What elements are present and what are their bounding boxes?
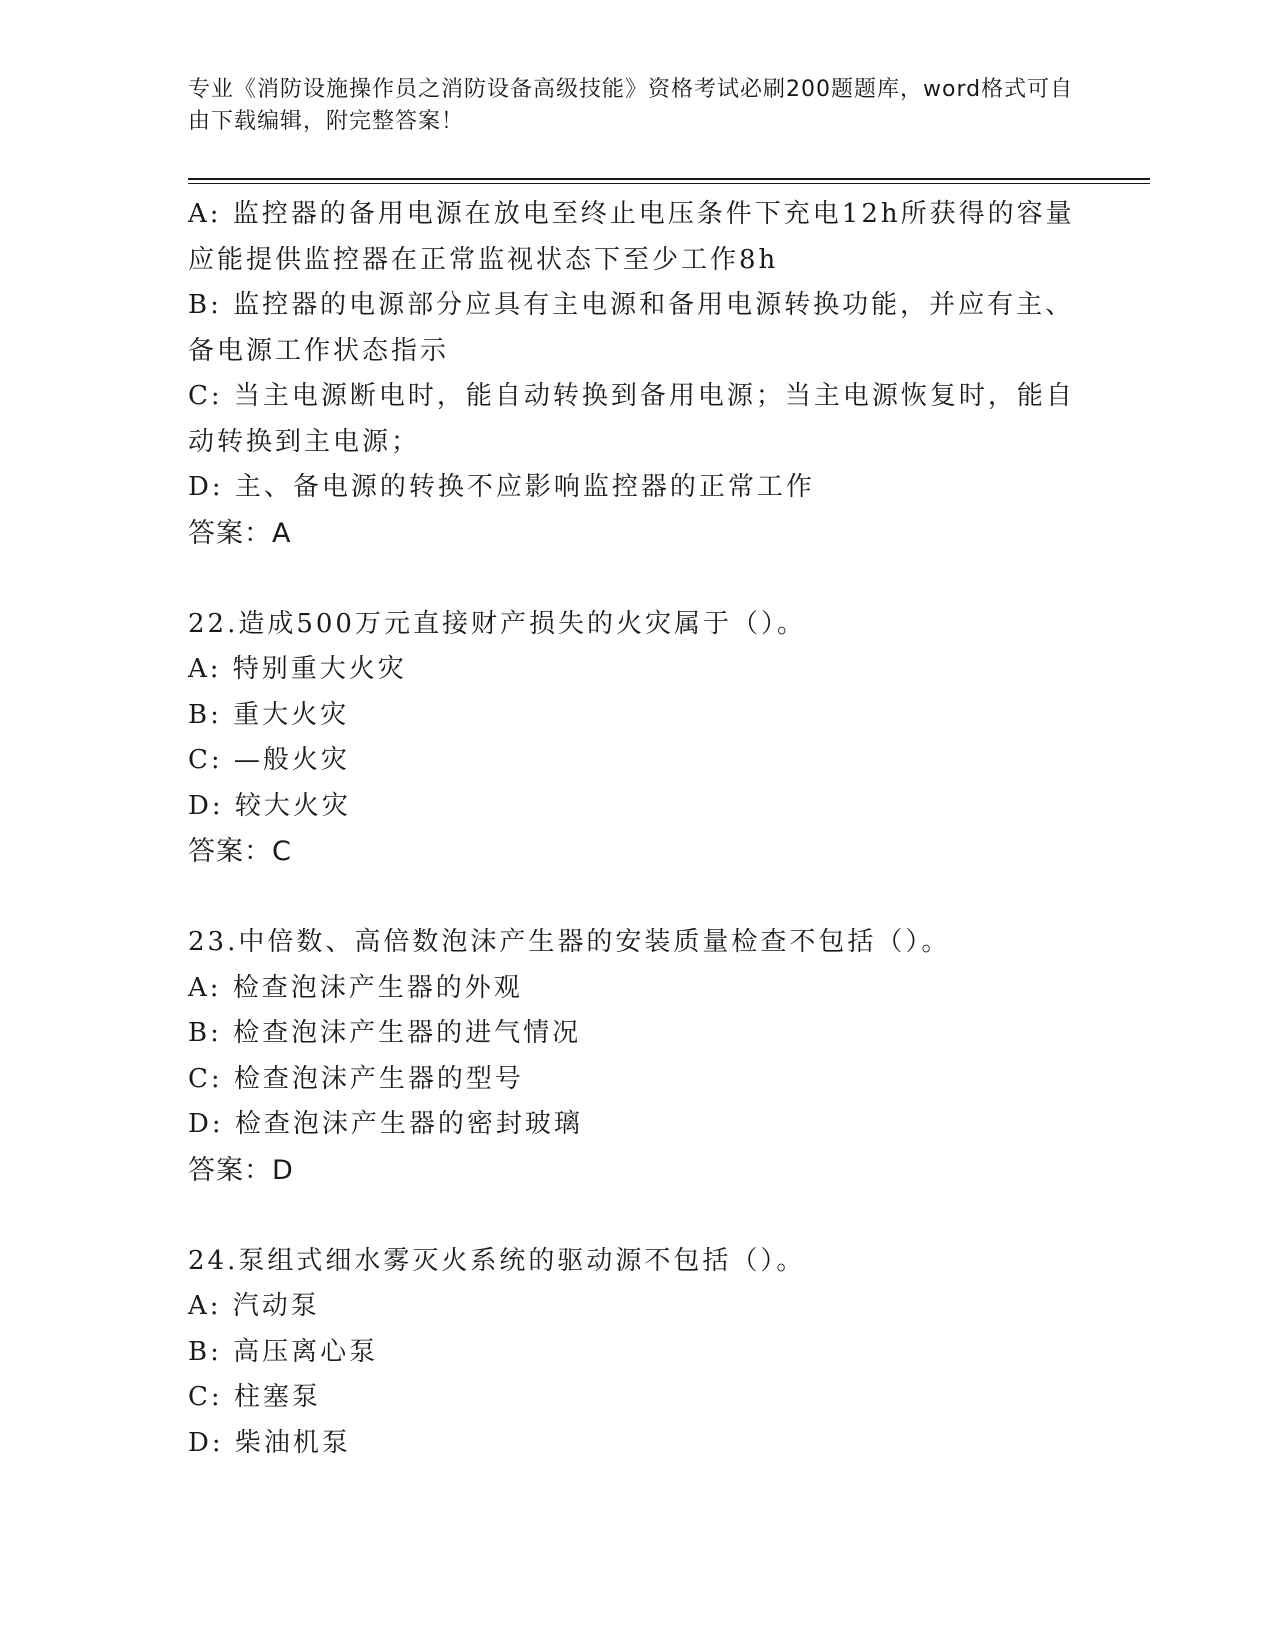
answer-21: 答案：A: [188, 517, 292, 549]
question-content: [188, 192, 1088, 1466]
question-22: [188, 602, 1088, 875]
document-header: 专业《消防设施操作员之消防设备高级技能》资格考试必刷200题题库，word格式可自由下载编辑，附完整答案！: [188, 77, 1074, 134]
question-stem: 22.造成500万元直接财产损失的火灾属于（）。: [188, 608, 806, 639]
answer-23: 答案：D: [188, 1154, 294, 1186]
option-d: D: 柴油机泵: [188, 1427, 351, 1458]
header-rule-thick: [188, 178, 1150, 180]
option-b: B: 高压离心泵: [188, 1336, 379, 1367]
option-d: D: 检查泡沫产生器的密封玻璃: [188, 1109, 583, 1139]
option-b: B: 检查泡沫产生器的进气情况: [188, 1018, 582, 1048]
question-stem: 23.中倍数、高倍数泡沫产生器的安装质量检查不包括（）。: [188, 927, 951, 957]
spacer: [188, 875, 1088, 921]
question-stem: 24.泵组式细水雾灭火系统的驱动源不包括（）。: [188, 1245, 806, 1276]
option-c: C: 检查泡沫产生器的型号: [188, 1063, 524, 1094]
option-a: A: 检查泡沫产生器的外观: [188, 972, 523, 1003]
option-d: D: 主、备电源的转换不应影响监控器的正常工作: [188, 472, 815, 502]
spacer: [188, 556, 1088, 602]
option-c: C: —般火灾: [188, 745, 350, 775]
option-b: B: 监控器的电源部分应具有主电源和备用电源转换功能，并应有主、备电源工作状态指示: [188, 290, 1075, 366]
answer-22: 答案：C: [188, 836, 292, 867]
option-d: D: 较大火灾: [188, 790, 351, 821]
question-24: [188, 1239, 1088, 1467]
question-21: [188, 192, 1088, 556]
option-a: A: 监控器的备用电源在放电至终止电压条件下充电12h所获得的容量应能提供监控器在正常监视状态下至少工作8h: [188, 199, 1075, 275]
header-rule-thin: [188, 183, 1150, 184]
option-c: C: 当主电源断电时，能自动转换到备用电源；当主电源恢复时，能自动转换到主电源；: [188, 381, 1075, 457]
spacer: [188, 1193, 1088, 1239]
option-c: C: 柱塞泵: [188, 1382, 321, 1412]
option-a: A: 特别重大火灾: [188, 654, 407, 684]
option-a: A: 汽动泵: [188, 1291, 320, 1321]
question-23: [188, 920, 1088, 1193]
option-b: B: 重大火灾: [188, 699, 350, 730]
